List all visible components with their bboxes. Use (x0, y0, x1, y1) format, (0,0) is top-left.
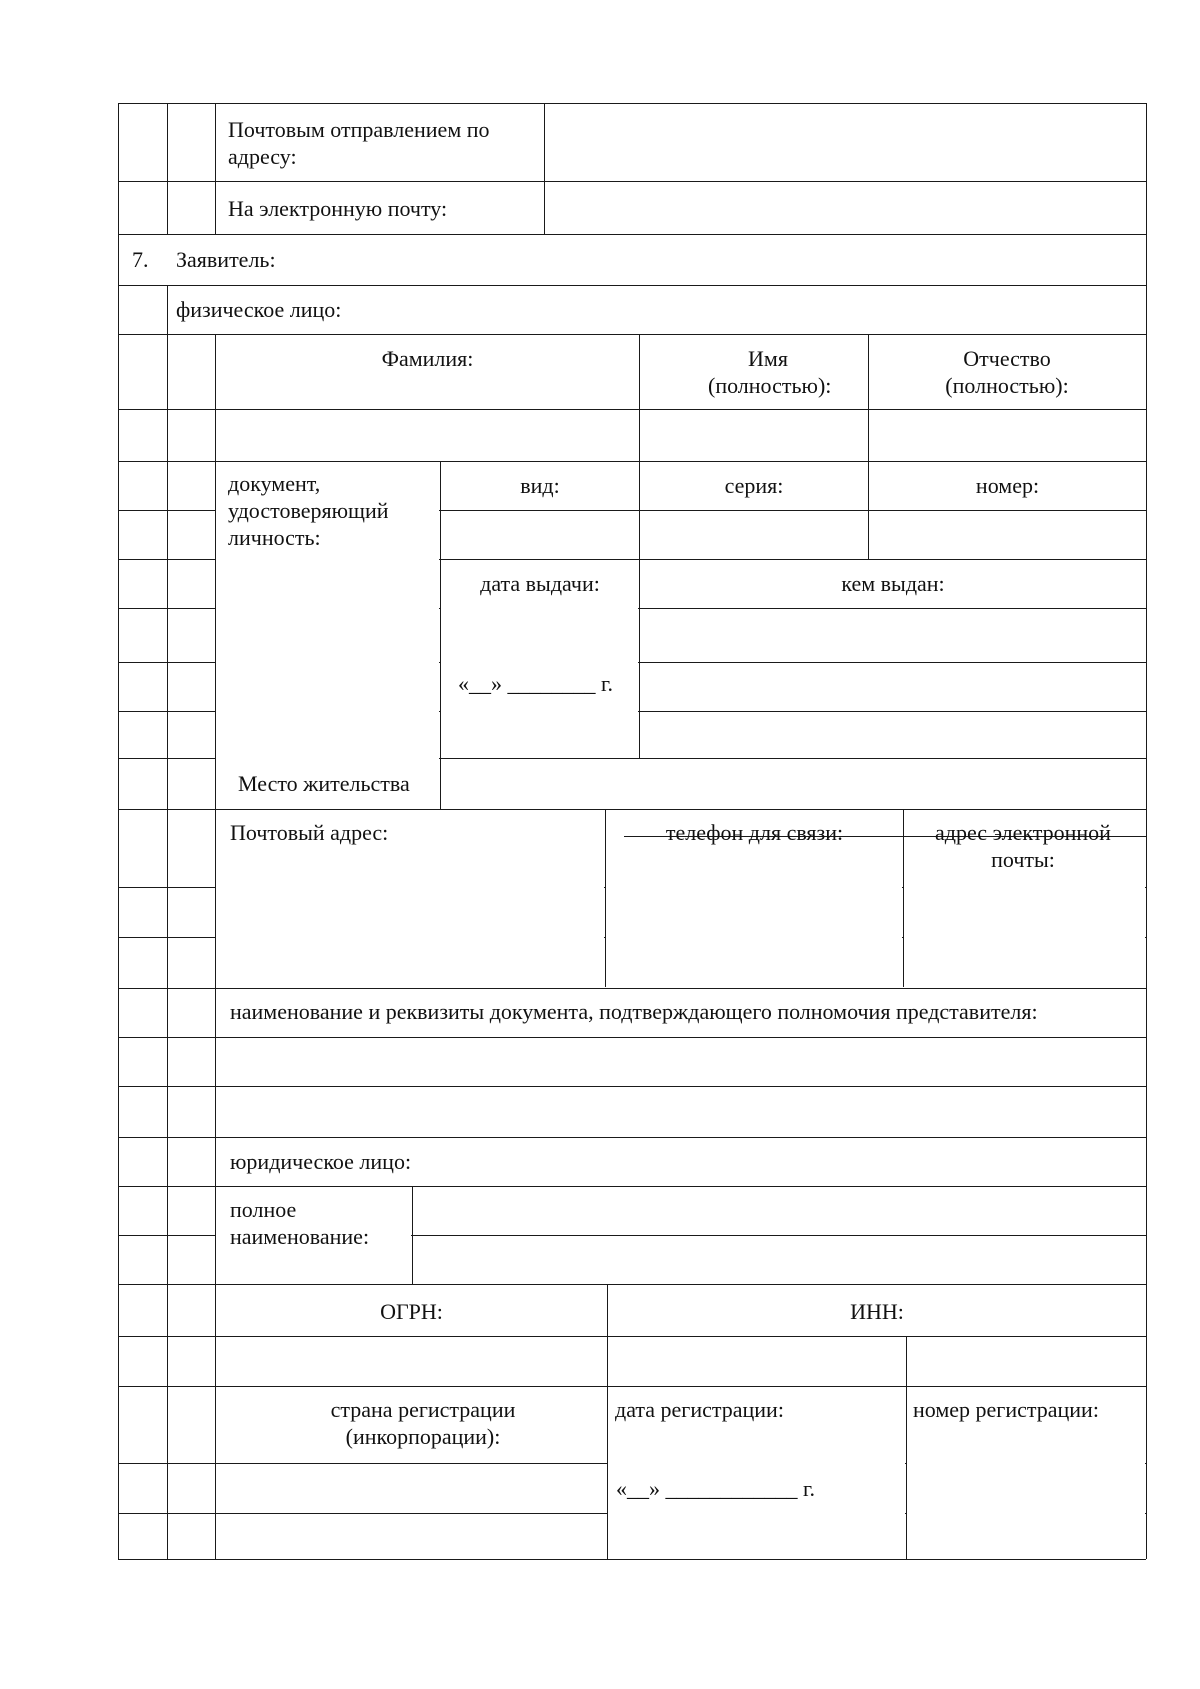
rule (639, 461, 640, 758)
rule (1146, 103, 1147, 1559)
rule (118, 1336, 1146, 1337)
email-delivery-label: На электронную почту: (228, 196, 448, 221)
phone-label: телефон для связи: (665, 820, 844, 845)
rule (118, 103, 119, 1559)
mask (216, 235, 1145, 284)
rule (118, 103, 1146, 104)
rule (118, 1559, 1146, 1560)
reg-number-label: номер регистрации: (913, 1397, 1099, 1422)
issue-date-field[interactable]: «__» ________ г. (458, 671, 614, 696)
issued-by-label: кем выдан: (841, 571, 945, 596)
reg-date-field[interactable]: «__» ____________ г. (616, 1476, 816, 1501)
reg-date-label: дата регистрации: (615, 1397, 784, 1422)
issue-date-label: дата выдачи: (480, 571, 600, 596)
postal-address-label: Почтовый адрес: (230, 820, 389, 845)
doc-series-label: серия: (724, 473, 784, 498)
name-label: Имя (полностью): (708, 346, 832, 398)
rule (167, 103, 168, 234)
rule (118, 181, 1146, 182)
doc-type-label: вид: (520, 473, 560, 498)
individual-label: физическое лицо: (176, 297, 342, 322)
rule (118, 1137, 1146, 1138)
rule (118, 285, 1146, 286)
rule (118, 409, 1146, 410)
rule (639, 334, 640, 461)
applicant-form-table (118, 103, 1146, 1559)
id-document-label: документ, удостоверяющий личность: (228, 471, 389, 550)
rule (868, 334, 869, 461)
surname-label: Фамилия: (381, 346, 474, 371)
rule (215, 103, 216, 234)
full-name-label: полное наименование: (230, 1197, 370, 1249)
applicant-label: Заявитель: (176, 247, 276, 272)
ogrn-label: ОГРН: (380, 1299, 443, 1324)
rule (118, 334, 1146, 335)
postal-delivery-label: Почтовым отправлением по адресу: (228, 117, 490, 169)
rule (118, 988, 1146, 989)
mask (606, 837, 902, 987)
email-address-label: адрес электронной почты: (935, 820, 1111, 872)
section-number: 7. (132, 247, 149, 272)
rule (118, 1037, 1146, 1038)
doc-number-label: номер: (975, 473, 1040, 498)
rule (544, 103, 545, 234)
authority-document-label: наименование и реквизиты документа, подтверждающего полномочия представителя: (230, 999, 1038, 1024)
residence-label: Место жительства (238, 771, 410, 796)
rule (167, 285, 168, 1559)
rule (440, 461, 441, 809)
patronymic-label: Отчество (полностью): (945, 346, 1069, 398)
country-label: страна регистрации (инкорпорации): (330, 1397, 516, 1449)
rule (412, 1186, 413, 1284)
rule (118, 1086, 1146, 1087)
inn-label: ИНН: (850, 1299, 904, 1324)
legal-entity-label: юридическое лицо: (230, 1149, 412, 1174)
rule (118, 1284, 1146, 1285)
